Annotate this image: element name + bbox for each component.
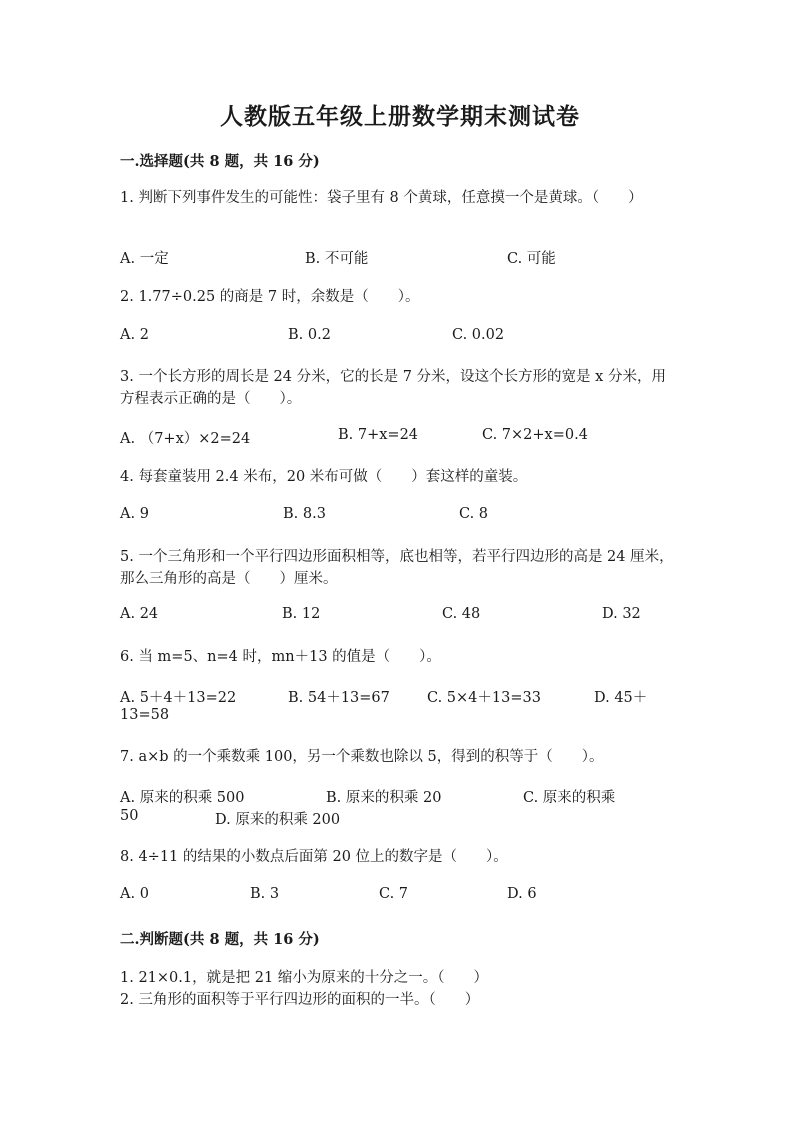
judgement-item-1: 1. 21×0.1，就是把 21 缩小为原来的十分之一。（ ） [120, 970, 489, 986]
option-1c: C. 可能 [507, 251, 556, 267]
option-6a: A. 5＋4＋13=22 [120, 690, 237, 706]
options-6 [120, 686, 680, 708]
options-6-wrap [120, 707, 680, 729]
option-5a: A. 24 [120, 606, 159, 622]
options-4 [120, 506, 680, 528]
option-5b: B. 12 [282, 606, 321, 622]
option-2c: C. 0.02 [452, 327, 505, 343]
options-2 [120, 327, 680, 349]
options-7 [120, 786, 680, 808]
options-8 [120, 886, 680, 908]
options-7-wrap [120, 808, 680, 830]
page-title: 人教版五年级上册数学期末测试卷 [220, 103, 580, 130]
option-6c: C. 5×4＋13=33 [427, 690, 541, 706]
question-1: 1. 判断下列事件发生的可能性：袋子里有 8 个黄球，任意摸一个是黄球。（ ） [120, 190, 643, 206]
option-3a: A. （7+x）×2=24 [120, 431, 251, 447]
section-heading-judgement: 二.判断题(共 8 题，共 16 分) [120, 931, 320, 948]
question-8: 8. 4÷11 的结果的小数点后面第 20 位上的数字是（ ）。 [120, 849, 508, 865]
section-heading-choice: 一.选择题(共 8 题，共 16 分) [120, 153, 320, 170]
question-3: 3. 一个长方形的周长是 24 分米，它的长是 7 分米，设这个长方形的宽是 x 分米，用方程表示正确的是（ ）。 [120, 369, 666, 407]
question-2: 2. 1.77÷0.25 的商是 7 时，余数是（ ）。 [120, 289, 420, 305]
option-7c: C. 原来的积乘 [523, 790, 616, 806]
option-7d: D. 原来的积乘 200 [215, 812, 341, 828]
option-6d-continued: 13=58 [120, 707, 170, 723]
option-8c: C. 7 [379, 886, 409, 902]
option-3b: B. 7+x=24 [338, 427, 419, 443]
question-5: 5. 一个三角形和一个平行四边形面积相等，底也相等，若平行四边形的高是 24 厘米，那么三角形的高是（ ）厘米。 [120, 549, 674, 587]
option-2b: B. 0.2 [288, 327, 331, 343]
option-2a: A. 2 [120, 327, 149, 343]
option-8d: D. 6 [507, 886, 537, 902]
option-8a: A. 0 [120, 886, 149, 902]
question-7: 7. a×b 的一个乘数乘 100，另一个乘数也除以 5，得到的积等于（ ）。 [120, 749, 604, 765]
option-5c: C. 48 [442, 606, 481, 622]
options-3 [120, 427, 680, 449]
question-6: 6. 当 m=5、n=4 时，mn＋13 的值是（ ）。 [120, 649, 441, 665]
option-5d: D. 32 [602, 606, 641, 622]
options-5 [120, 606, 680, 628]
option-4b: B. 8.3 [283, 506, 326, 522]
option-6d: D. 45＋ [594, 690, 648, 706]
question-4: 4. 每套童装用 2.4 米布，20 米布可做（ ）套这样的童装。 [120, 469, 528, 485]
option-7c-continued: 50 [120, 808, 139, 824]
option-7b: B. 原来的积乘 20 [326, 790, 442, 806]
options-1 [120, 247, 680, 269]
option-4a: A. 9 [120, 506, 149, 522]
judgement-item-2: 2. 三角形的面积等于平行四边形的面积的一半。（ ） [120, 992, 480, 1008]
option-8b: B. 3 [250, 886, 280, 902]
option-6b: B. 54＋13=67 [288, 690, 390, 706]
option-3c: C. 7×2+x=0.4 [482, 427, 588, 443]
option-1b: B. 不可能 [305, 251, 369, 267]
option-4c: C. 8 [459, 506, 489, 522]
option-1a: A. 一定 [120, 251, 169, 267]
option-7a: A. 原来的积乘 500 [120, 790, 245, 806]
